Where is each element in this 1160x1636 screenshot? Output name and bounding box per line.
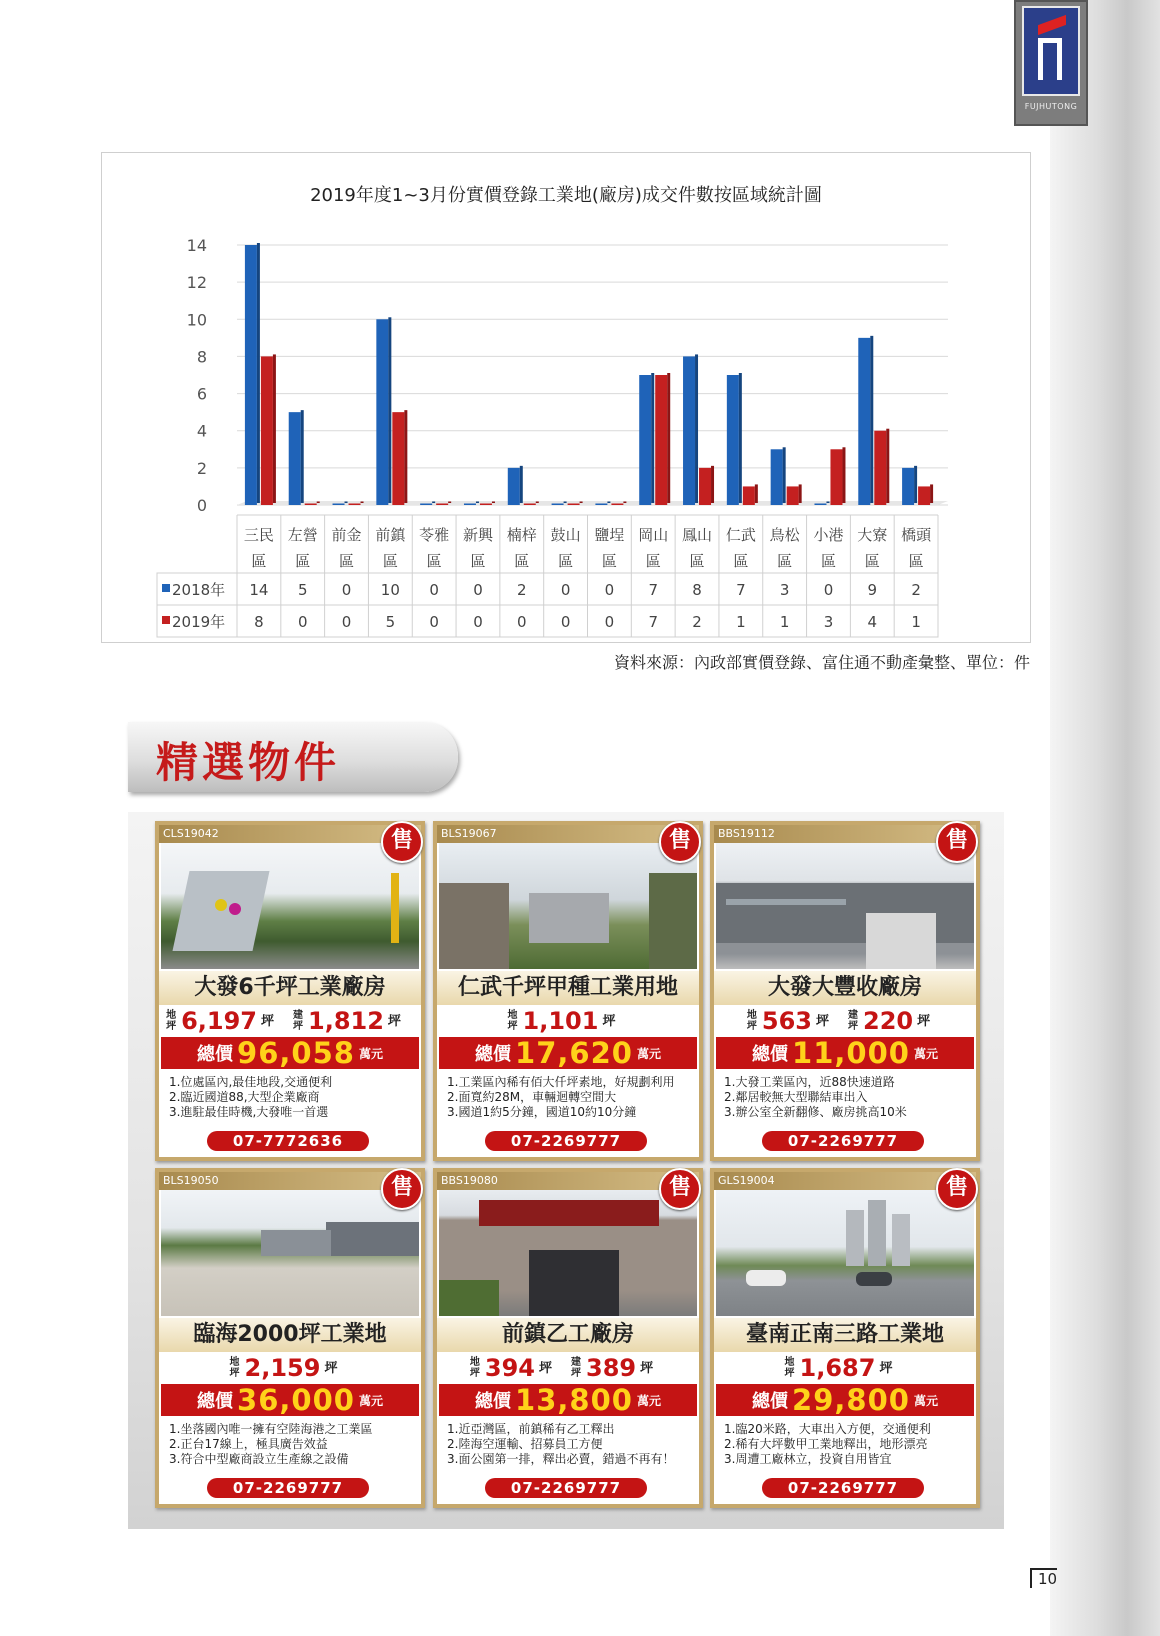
data-label-1-2: 0 [341,613,352,631]
x-tick-label-14-line1: 大寮 [857,526,888,544]
price-label: 總價 [197,1391,234,1412]
area-value: 6,197 [181,1007,257,1035]
page-side-band [1050,0,1160,1636]
data-label-1-9: 7 [648,613,658,631]
property-photo [161,843,419,969]
phone-button[interactable]: 07-2269777 [207,1478,369,1498]
data-label-1-12: 1 [779,613,790,631]
section-banner [128,722,458,792]
bar-0-9 [639,375,651,505]
listing-title: 前鎮乙工廠房 [437,1318,699,1352]
feature-line: 3.進駐最佳時機,大發唯一首選 [169,1105,329,1119]
data-label-1-0: 8 [254,613,264,631]
bar-1-3 [392,412,404,505]
x-tick-label-9-line1: 岡山 [638,526,669,544]
bar-side-1-12 [799,484,802,503]
chart-panel [101,152,1031,643]
x-tick-label-5-line1: 新興 [462,526,493,544]
source-note: 資料來源：內政部實價登錄、富住通不動產彙整、單位：件 [613,653,1030,672]
x-tick-label-0-line2: 區 [251,552,267,570]
feature-list [169,1075,419,1120]
feature-line: 3.國道1約5分鐘，國道10約10分鐘 [447,1105,637,1119]
listing-code: BLS19050 [159,1172,421,1190]
bar-1-12 [787,486,799,505]
for-sale-badge: 售 [381,821,423,863]
phone-button[interactable]: 07-7772636 [207,1131,369,1151]
listing-card[interactable] [710,1168,980,1508]
bar-1-13 [830,449,842,505]
price-row [716,1037,974,1069]
listing-card[interactable] [433,1168,703,1508]
bar-0-10 [683,356,695,505]
bar-side-0-15 [914,466,917,503]
area-suffix: 坪 [538,1360,552,1376]
bar-1-7 [568,504,580,506]
bar-side-1-4 [448,502,451,504]
price-unit: 萬元 [358,1393,383,1408]
area-value: 1,101 [522,1007,599,1035]
bar-0-8 [595,504,607,506]
bar-1-14 [874,431,886,505]
data-label-0-14: 9 [867,581,878,599]
feature-list [447,1075,697,1120]
for-sale-badge: 售 [659,1168,701,1210]
area-unit-label: 地 坪 [507,1010,518,1032]
feature-line: 1.坐落國內唯一擁有空陸海港之工業區 [169,1422,373,1436]
data-label-1-7: 0 [560,613,571,631]
bar-0-5 [464,504,476,506]
legend-label-1: 2019年 [172,613,226,631]
area-value: 394 [484,1354,535,1382]
section-title: 精選物件 [156,738,341,787]
phone-button[interactable]: 07-2269777 [762,1131,924,1151]
data-label-0-15: 2 [911,581,921,599]
price-row [439,1037,697,1069]
for-sale-badge: 售 [381,1168,423,1210]
price-label: 總價 [197,1044,234,1065]
x-tick-label-1-line2: 區 [295,552,311,570]
area-value: 563 [761,1007,812,1035]
x-tick-label-0-line1: 三民 [243,526,274,544]
feature-line: 1.位處區內,最佳地段,交通便利 [169,1075,333,1089]
bar-side-0-13 [826,502,829,504]
data-label-1-6: 0 [517,613,527,631]
property-photo [716,1190,974,1316]
for-sale-badge: 售 [659,821,701,863]
logo-emblem-icon [1022,6,1080,96]
property-photo [161,1190,419,1316]
price-value: 36,000 [237,1383,355,1417]
bar-0-1 [289,412,301,505]
x-tick-label-15-line1: 橋頭 [901,526,932,544]
area-unit-label: 地 坪 [166,1010,177,1032]
price-value: 96,058 [237,1036,355,1070]
bar-0-6 [508,468,520,505]
area-row [720,1353,970,1383]
brand-logo [1014,0,1088,126]
x-tick-label-6-line1: 楠梓 [506,526,537,544]
data-label-1-10: 2 [692,613,702,631]
area-row [443,1353,693,1383]
feature-line: 1.近亞灣區，前鎮稀有乙工釋出 [447,1422,615,1436]
chart-title: 2019年度1~3月份實價登錄工業地(廠房)成交件數按區域統計圖 [310,185,822,206]
x-tick-label-6-line2: 區 [514,552,530,570]
bar-side-1-5 [492,502,495,504]
bar-1-6 [524,504,536,506]
area-suffix: 坪 [640,1360,654,1376]
area-value: 1,687 [799,1354,876,1382]
price-label: 總價 [752,1391,789,1412]
area-suffix: 坪 [917,1013,931,1029]
feature-line: 1.臨20米路，大車出入方便，交通便利 [724,1422,931,1436]
y-tick-label-6: 12 [186,273,207,293]
price-row [161,1037,419,1069]
feature-line: 2.鄰居較無大型聯結車出入 [724,1090,868,1104]
x-tick-label-8-line1: 鹽埕 [594,526,625,544]
bar-1-9 [655,375,667,505]
bar-side-1-3 [404,410,407,503]
x-tick-label-7-line2: 區 [558,552,574,570]
bar-side-0-3 [388,317,391,503]
bar-0-0 [245,245,257,505]
listing-title: 臨海2000坪工業地 [159,1318,421,1352]
bar-side-0-8 [607,502,610,504]
area-unit-label: 建 坪 [293,1010,303,1032]
y-tick-label-5: 10 [186,310,207,330]
area-row [443,1006,693,1036]
bar-side-0-11 [739,373,742,503]
bar-side-1-7 [580,502,583,504]
data-label-0-1: 5 [297,581,308,599]
bar-side-0-7 [564,502,567,504]
for-sale-badge: 售 [936,1168,978,1210]
bar-1-5 [480,504,492,506]
bar-side-0-0 [257,243,260,503]
price-unit: 萬元 [913,1393,938,1408]
bar-side-1-9 [667,373,670,503]
bar-1-8 [611,504,623,506]
price-value: 29,800 [792,1383,910,1417]
bar-0-15 [902,468,914,505]
listing-code: CLS19042 [159,825,421,843]
data-label-0-8: 0 [604,581,615,599]
data-label-0-7: 0 [560,581,571,599]
feature-line: 1.大發工業區內，近88快速道路 [724,1075,895,1089]
bar-1-4 [436,504,448,506]
y-tick-label-4: 8 [196,347,207,367]
property-photo [439,1190,697,1316]
price-unit: 萬元 [636,1046,661,1061]
feature-list [447,1422,697,1467]
x-tick-label-12-line1: 鳥松 [769,526,800,544]
listing-card[interactable] [433,821,703,1161]
bar-side-0-4 [432,502,435,504]
price-row [161,1384,419,1416]
x-tick-label-2-line1: 前金 [331,526,362,544]
area-suffix: 坪 [260,1013,274,1029]
bar-0-13 [814,504,826,506]
feature-list [724,1422,974,1467]
area-suffix: 坪 [324,1360,338,1376]
data-label-0-5: 0 [473,581,483,599]
x-tick-label-7-line1: 鼓山 [550,526,581,544]
x-tick-label-9-line2: 區 [645,552,661,570]
phone-button[interactable]: 07-2269777 [762,1478,924,1498]
bar-side-1-14 [886,429,889,503]
logo-text: FUJHUTONG [1024,102,1078,111]
property-photo [439,843,697,969]
bar-1-1 [305,504,317,506]
bar-side-0-1 [301,410,304,503]
data-label-1-3: 5 [385,613,396,631]
bar-0-2 [333,504,345,506]
bar-chart [102,153,1030,642]
x-tick-label-15-line2: 區 [908,552,924,570]
data-label-1-13: 3 [823,613,834,631]
y-tick-label-7: 14 [186,236,207,255]
x-tick-label-13-line2: 區 [820,552,836,570]
data-label-1-11: 1 [736,613,746,631]
price-unit: 萬元 [358,1046,383,1061]
data-label-0-6: 2 [517,581,527,599]
data-label-0-3: 10 [380,581,400,599]
bar-0-11 [727,375,739,505]
phone-button[interactable]: 07-2269777 [485,1131,647,1151]
x-tick-label-4-line1: 苓雅 [419,526,450,544]
price-unit: 萬元 [913,1046,938,1061]
feature-line: 2.稀有大坪數甲工業地釋出，地形漂亮 [724,1437,928,1451]
x-tick-label-3-line2: 區 [382,552,398,570]
feature-line: 1.工業區內稀有佰大仟坪素地，好規劃利用 [447,1075,675,1089]
area-suffix: 坪 [602,1013,616,1029]
bar-0-14 [858,338,870,505]
feature-list [169,1422,419,1467]
x-tick-label-11-line2: 區 [733,552,749,570]
data-label-1-1: 0 [297,613,308,631]
bar-side-0-14 [870,336,873,503]
area-value: 1,812 [308,1007,384,1035]
area-unit-label: 建 坪 [848,1010,858,1032]
bar-side-1-13 [842,447,845,503]
data-label-0-9: 7 [648,581,658,599]
data-label-0-2: 0 [341,581,352,599]
listing-card[interactable] [710,821,980,1161]
area-suffix: 坪 [879,1360,893,1376]
price-unit: 萬元 [636,1393,661,1408]
legend-swatch-1 [162,616,170,624]
price-label: 總價 [475,1044,512,1065]
feature-line: 3.辦公室全新翻修、廠房挑高10米 [724,1105,907,1119]
area-row [720,1006,970,1036]
y-tick-label-0: 0 [196,496,207,515]
listing-title: 仁武千坪甲種工業用地 [437,971,699,1005]
bar-0-4 [420,504,432,506]
listing-code: BBS19112 [714,825,976,843]
bar-1-10 [699,468,711,505]
x-tick-label-8-line2: 區 [601,552,617,570]
data-label-0-13: 0 [823,581,834,599]
area-unit-label: 地 坪 [746,1010,757,1032]
area-row [165,1353,415,1383]
price-value: 17,620 [515,1036,633,1070]
bar-0-12 [771,449,783,505]
data-label-0-12: 3 [779,581,790,599]
data-label-1-15: 1 [911,613,921,631]
listing-title: 大發大豐收廠房 [714,971,976,1005]
bar-side-0-2 [345,502,348,504]
bar-0-7 [552,504,564,506]
phone-button[interactable]: 07-2269777 [485,1478,647,1498]
data-label-0-10: 8 [692,581,702,599]
data-label-1-14: 4 [867,613,878,631]
bar-side-1-1 [317,502,320,504]
feature-line: 2.面寬約28M，車輛迴轉空間大 [447,1090,617,1104]
bar-side-0-10 [695,354,698,503]
legend-swatch-0 [162,584,170,592]
price-row [716,1384,974,1416]
feature-line: 3.符合中型廠商設立生產線之設備 [169,1452,349,1466]
bar-0-3 [376,319,388,505]
data-label-1-4: 0 [429,613,439,631]
area-unit-label: 地 坪 [229,1357,240,1379]
area-unit-label: 地 坪 [784,1357,795,1379]
area-suffix: 坪 [815,1013,829,1029]
x-tick-label-4-line2: 區 [426,552,442,570]
listing-card[interactable] [155,1168,425,1508]
bar-side-0-12 [783,447,786,503]
bar-1-0 [261,356,273,505]
listing-code: BLS19067 [437,825,699,843]
feature-line: 3.周遭工廠林立，投資自用皆宜 [724,1452,892,1466]
listing-title: 大發6千坪工業廠房 [159,971,421,1005]
x-tick-label-3-line1: 前鎮 [375,526,406,544]
x-tick-label-14-line2: 區 [864,552,880,570]
area-unit-label: 建 坪 [571,1357,581,1379]
listing-title: 臺南正南三路工業地 [714,1318,976,1352]
x-tick-label-11-line1: 仁武 [725,526,756,544]
price-label: 總價 [475,1391,512,1412]
for-sale-badge: 售 [936,821,978,863]
x-tick-label-5-line2: 區 [470,552,486,570]
bar-side-0-5 [476,502,479,504]
x-tick-label-10-line2: 區 [689,552,705,570]
data-label-1-8: 0 [604,613,615,631]
x-tick-label-2-line2: 區 [339,552,355,570]
data-label-0-11: 7 [736,581,746,599]
bar-side-1-11 [755,484,758,503]
bar-side-1-2 [361,502,364,504]
price-row [439,1384,697,1416]
feature-list [724,1075,974,1120]
data-label-0-0: 14 [249,581,269,599]
feature-line: 2.陸海空運輸、招募員工方便 [447,1437,603,1451]
bar-side-1-15 [930,484,933,503]
feature-line: 2.正台17線上，極具廣告效益 [169,1437,328,1451]
y-tick-label-1: 2 [196,458,207,478]
legend-label-0: 2018年 [172,581,226,599]
listing-card[interactable] [155,821,425,1161]
area-unit-label: 地 坪 [469,1357,480,1379]
x-tick-label-13-line1: 小港 [813,526,844,544]
bar-side-1-8 [623,502,626,504]
bar-side-0-9 [651,373,654,503]
area-value: 389 [586,1354,637,1382]
area-suffix: 坪 [387,1013,401,1029]
price-label: 總價 [752,1044,789,1065]
listing-code: BBS19080 [437,1172,699,1190]
area-value: 220 [863,1007,914,1035]
property-photo [716,843,974,969]
x-tick-label-10-line1: 鳳山 [682,526,713,544]
x-tick-label-12-line2: 區 [777,552,793,570]
listing-code: GLS19004 [714,1172,976,1190]
bar-side-1-6 [536,502,539,504]
bar-side-0-6 [520,466,523,503]
bar-1-2 [349,504,361,506]
data-label-0-4: 0 [429,581,439,599]
y-tick-label-2: 4 [196,421,207,441]
feature-line: 3.面公園第一排，釋出必賣，錯過不再有！ [447,1452,675,1466]
x-tick-label-1-line1: 左營 [287,526,318,544]
area-value: 2,159 [244,1354,321,1382]
bar-1-11 [743,486,755,505]
y-tick-label-3: 6 [196,384,207,404]
bar-side-1-0 [273,354,276,503]
bar-1-15 [918,486,930,505]
bar-side-1-10 [711,466,714,503]
area-row [165,1006,415,1036]
feature-line: 2.臨近國道88,大型企業廠商 [169,1090,320,1104]
page-number: 10 [1030,1568,1057,1588]
price-value: 13,800 [515,1383,633,1417]
price-value: 11,000 [792,1036,910,1070]
data-label-1-5: 0 [473,613,483,631]
